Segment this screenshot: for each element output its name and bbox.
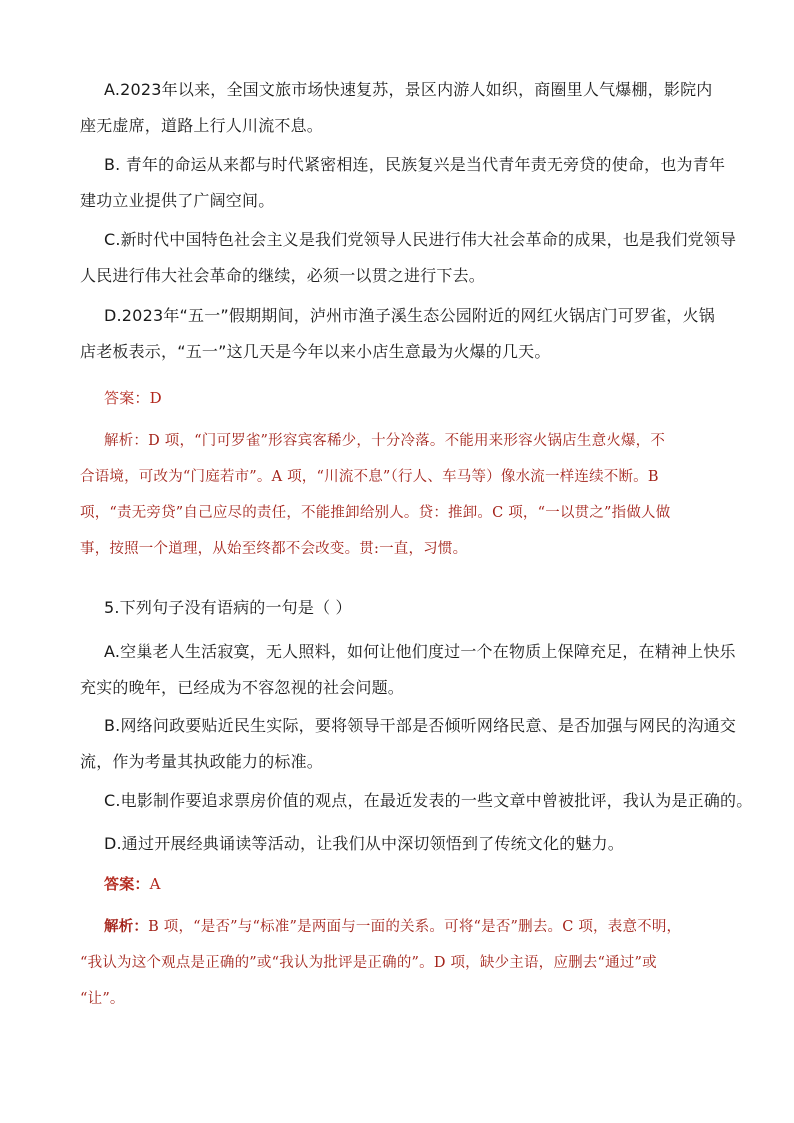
q5-option-b-line1: B.网络问政要贴近民生实际，要将领导干部是否倾听网络民意、是否加强与网民的沟通交 — [104, 716, 737, 735]
q5-option-d — [104, 826, 736, 862]
q4-option-c — [80, 222, 737, 294]
q4-answer-value: D — [149, 389, 162, 407]
q4-option-d-line1: D.2023年“五一”假期期间，泸州市渔子溪生态公园附近的网红火锅店门可罗雀，火锅 — [104, 306, 715, 325]
q4-option-c-line2: 人民进行伟大社会革命的继续，必须一以贯之进行下去。 — [80, 266, 486, 285]
q4-option-b — [80, 147, 736, 219]
q5-option-b — [80, 708, 737, 780]
q5-stem-text: 5.下列句子没有语病的一句是（ ） — [104, 598, 352, 617]
q5-option-a-line2: 充实的晚年，已经成为不容忽视的社会问题。 — [80, 678, 405, 697]
q5-explanation-line3: “让”。 — [80, 991, 125, 1007]
q5-option-a-line1: A.空巢老人生活寂寞，无人照料，如何让他们度过一个在物质上保障充足，在精神上快乐 — [104, 642, 736, 661]
q4-answer — [104, 380, 736, 416]
q4-option-d — [80, 298, 736, 370]
q5-explanation — [80, 909, 736, 1017]
q5-explanation-line2: “我认为这个观点是正确的”或“我认为批评是正确的”。D 项，缺少主语，应删去“通过”或 — [80, 955, 657, 971]
q4-explanation-label: 解析： — [104, 433, 149, 449]
q4-explanation-line3: 项，“责无旁贷”自己应尽的责任，不能推卸给别人。贷：推卸。C 项，“一以贯之”指做人做 — [80, 505, 671, 521]
q5-explanation-label: 解析： — [104, 918, 149, 935]
q4-option-a-line2: 座无虚席，道路上行人川流不息。 — [80, 116, 324, 135]
q4-option-b-line1: B. 青年的命运从来都与时代紧密相连，民族复兴是当代青年责无旁贷的使命，也为青年 — [104, 155, 726, 174]
q4-option-d-line2: 店老板表示，“五一”这几天是今年以来小店生意最为火爆的几天。 — [80, 342, 551, 361]
q4-explanation-line4: 事，按照一个道理，从始至终都不会改变。贯:一直，习惯。 — [80, 541, 468, 557]
q4-explanation-line2: 合语境，可改为“门庭若市”。A 项，“川流不息”（行人、车马等）像水流一样连续不断。B — [80, 469, 659, 485]
q4-explanation-line1: D 项，“门可罗雀”形容宾客稀少，十分冷落。不能用来形容火锅店生意火爆，不 — [148, 433, 666, 449]
q5-answer-value: A — [149, 875, 161, 893]
q4-option-b-line2: 建功立业提供了广阔空间。 — [80, 191, 275, 210]
q5-answer-label: 答案： — [104, 875, 150, 893]
q4-option-c-line1: C.新时代中国特色社会主义是我们党领导人民进行伟大社会革命的成果，也是我们党领导 — [104, 230, 737, 249]
q5-option-c-line1: C.电影制作要追求票房价值的观点，在最近发表的一些文章中曾被批评，我认为是正确的。 — [104, 791, 753, 810]
q4-answer-label: 答案： — [104, 389, 150, 407]
q5-answer — [104, 866, 736, 902]
q4-explanation — [80, 423, 736, 567]
q5-option-c — [104, 783, 753, 819]
q5-option-a — [80, 634, 736, 706]
q5-option-b-line2: 流，作为考量其执政能力的标准。 — [80, 752, 324, 771]
q4-option-a — [80, 72, 736, 144]
q5-stem — [104, 590, 736, 626]
q4-option-a-line1: A.2023年以来，全国文旅市场快速复苏，景区内游人如织，商圈里人气爆棚，影院内 — [104, 80, 713, 99]
q5-option-d-line1: D.通过开展经典诵读等活动，让我们从中深切领悟到了传统文化的魅力。 — [104, 834, 625, 853]
q5-explanation-line1: B 项，“是否”与“标准”是两面与一面的关系。可将“是否”删去。C 项，表意不明， — [148, 919, 682, 935]
